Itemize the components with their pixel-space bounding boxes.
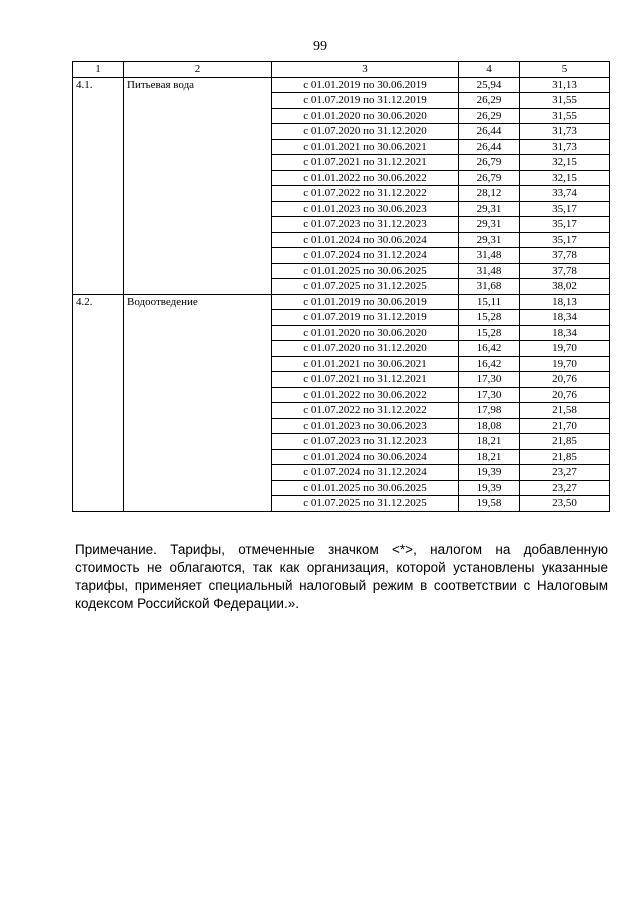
column-header: 1 [73, 62, 124, 78]
tariff-value-col4: 26,29 [459, 108, 520, 124]
period-cell: с 01.07.2025 по 31.12.2025 [272, 496, 459, 512]
tariff-value-col5: 21,85 [520, 449, 610, 465]
period-cell: с 01.07.2024 по 31.12.2024 [272, 248, 459, 264]
tariff-value-col5: 35,17 [520, 217, 610, 233]
period-cell: с 01.01.2022 по 30.06.2022 [272, 387, 459, 403]
tariff-value-col4: 29,31 [459, 201, 520, 217]
period-cell: с 01.07.2025 по 31.12.2025 [272, 279, 459, 295]
tariff-value-col4: 28,12 [459, 186, 520, 202]
tariff-value-col5: 37,78 [520, 248, 610, 264]
tariff-value-col4: 16,42 [459, 341, 520, 357]
tariff-value-col4: 16,42 [459, 356, 520, 372]
period-cell: с 01.07.2019 по 31.12.2019 [272, 310, 459, 326]
tariff-value-col4: 31,68 [459, 279, 520, 295]
tariff-value-col4: 15,28 [459, 310, 520, 326]
tariff-value-col5: 23,50 [520, 496, 610, 512]
tariff-value-col4: 26,44 [459, 124, 520, 140]
tariff-value-col4: 26,79 [459, 155, 520, 171]
tariff-value-col4: 26,44 [459, 139, 520, 155]
item-number: 4.1. [73, 77, 124, 294]
tariff-value-col5: 18,34 [520, 310, 610, 326]
period-cell: с 01.01.2023 по 30.06.2023 [272, 201, 459, 217]
tariff-value-col4: 26,79 [459, 170, 520, 186]
tariff-value-col4: 18,21 [459, 434, 520, 450]
tariff-value-col5: 21,58 [520, 403, 610, 419]
tariff-value-col5: 20,76 [520, 372, 610, 388]
tariff-value-col5: 21,85 [520, 434, 610, 450]
period-cell: с 01.07.2022 по 31.12.2022 [272, 403, 459, 419]
tariff-value-col5: 31,73 [520, 124, 610, 140]
tariff-value-col5: 19,70 [520, 341, 610, 357]
tariff-value-col4: 19,58 [459, 496, 520, 512]
tariff-value-col5: 33,74 [520, 186, 610, 202]
period-cell: с 01.07.2021 по 31.12.2021 [272, 372, 459, 388]
tariff-value-col4: 31,48 [459, 263, 520, 279]
tariff-value-col5: 20,76 [520, 387, 610, 403]
period-cell: с 01.01.2021 по 30.06.2021 [272, 139, 459, 155]
tariff-value-col4: 29,31 [459, 232, 520, 248]
period-cell: с 01.07.2019 по 31.12.2019 [272, 93, 459, 109]
period-cell: с 01.01.2025 по 30.06.2025 [272, 263, 459, 279]
tariff-value-col5: 37,78 [520, 263, 610, 279]
tariff-value-col5: 18,13 [520, 294, 610, 310]
period-cell: с 01.01.2019 по 30.06.2019 [272, 294, 459, 310]
period-cell: с 01.01.2020 по 30.06.2020 [272, 325, 459, 341]
column-header: 2 [124, 62, 272, 78]
column-header: 5 [520, 62, 610, 78]
period-cell: с 01.07.2022 по 31.12.2022 [272, 186, 459, 202]
item-number: 4.2. [73, 294, 124, 511]
table-row [73, 77, 610, 93]
tariff-value-col4: 15,11 [459, 294, 520, 310]
period-cell: с 01.01.2023 по 30.06.2023 [272, 418, 459, 434]
tariff-value-col4: 26,29 [459, 93, 520, 109]
tariff-value-col4: 19,39 [459, 465, 520, 481]
tariff-value-col5: 23,27 [520, 480, 610, 496]
tariff-value-col4: 15,28 [459, 325, 520, 341]
tariff-value-col5: 35,17 [520, 201, 610, 217]
tariff-value-col4: 19,39 [459, 480, 520, 496]
tariff-value-col4: 18,08 [459, 418, 520, 434]
period-cell: с 01.01.2021 по 30.06.2021 [272, 356, 459, 372]
period-cell: с 01.01.2025 по 30.06.2025 [272, 480, 459, 496]
table-body [73, 77, 610, 511]
tariff-value-col5: 21,70 [520, 418, 610, 434]
tariff-value-col5: 32,15 [520, 170, 610, 186]
tariff-value-col5: 38,02 [520, 279, 610, 295]
tariff-value-col5: 35,17 [520, 232, 610, 248]
tariff-value-col4: 29,31 [459, 217, 520, 233]
period-cell: с 01.01.2024 по 30.06.2024 [272, 449, 459, 465]
tariff-value-col4: 18,21 [459, 449, 520, 465]
tariff-value-col5: 31,55 [520, 108, 610, 124]
tariff-value-col5: 23,27 [520, 465, 610, 481]
tariff-value-col4: 25,94 [459, 77, 520, 93]
tariff-value-col5: 32,15 [520, 155, 610, 171]
period-cell: с 01.07.2023 по 31.12.2023 [272, 434, 459, 450]
tariff-value-col5: 31,13 [520, 77, 610, 93]
service-name: Питьевая вода [124, 77, 272, 294]
period-cell: с 01.07.2023 по 31.12.2023 [272, 217, 459, 233]
period-cell: с 01.07.2020 по 31.12.2020 [272, 124, 459, 140]
page-number: 99 [313, 39, 327, 54]
column-header: 3 [272, 62, 459, 78]
table-header-row [73, 62, 610, 78]
period-cell: с 01.01.2024 по 30.06.2024 [272, 232, 459, 248]
tariff-value-col5: 31,55 [520, 93, 610, 109]
period-cell: с 01.07.2020 по 31.12.2020 [272, 341, 459, 357]
period-cell: с 01.01.2022 по 30.06.2022 [272, 170, 459, 186]
tariff-value-col4: 17,30 [459, 372, 520, 388]
table-row [73, 294, 610, 310]
period-cell: с 01.01.2019 по 30.06.2019 [272, 77, 459, 93]
service-name: Водоотведение [124, 294, 272, 511]
tariff-value-col4: 17,30 [459, 387, 520, 403]
tariff-value-col4: 31,48 [459, 248, 520, 264]
tariff-value-col4: 17,98 [459, 403, 520, 419]
period-cell: с 01.01.2020 по 30.06.2020 [272, 108, 459, 124]
period-cell: с 01.07.2024 по 31.12.2024 [272, 465, 459, 481]
footnote: Примечание. Тарифы, отмеченные значком <*>, налогом на добавленную стоимость не облагаются, так как организация, которой установлены указанные тарифы, применяет специальный налоговый режим в соответствии с Налоговым кодексом Российской Федерации.». [75, 542, 608, 611]
tariff-value-col5: 18,34 [520, 325, 610, 341]
tariff-value-col5: 19,70 [520, 356, 610, 372]
column-header: 4 [459, 62, 520, 78]
tariff-value-col5: 31,73 [520, 139, 610, 155]
period-cell: с 01.07.2021 по 31.12.2021 [272, 155, 459, 171]
tariff-table [72, 61, 610, 512]
